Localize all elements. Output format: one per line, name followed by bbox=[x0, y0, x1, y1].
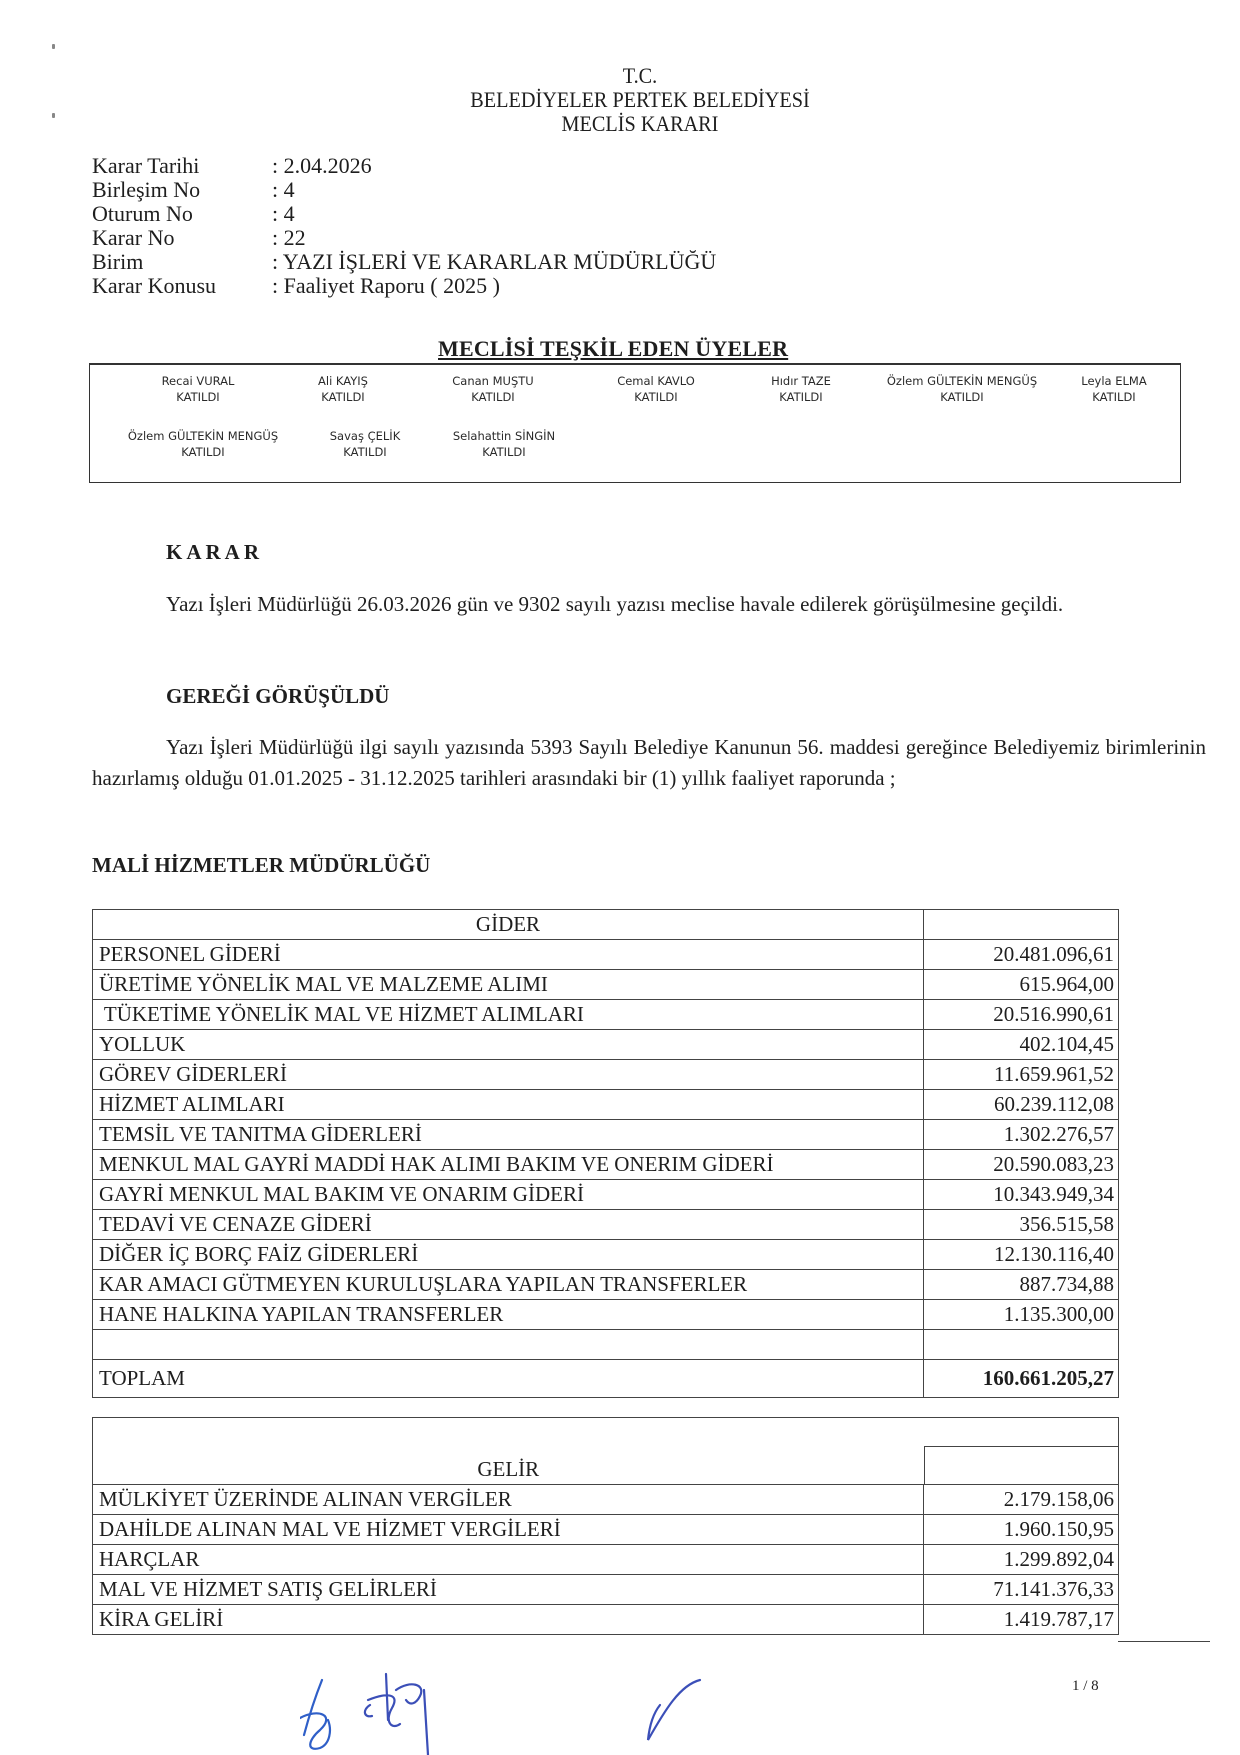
meta-label: Birleşim No bbox=[92, 177, 201, 202]
table-row bbox=[93, 1120, 1119, 1150]
row-label: HANE HALKINA YAPILAN TRANSFERLER bbox=[93, 1300, 924, 1330]
empty-cell bbox=[924, 910, 1119, 940]
geregi-paragraph bbox=[92, 732, 1206, 794]
table-row bbox=[93, 1150, 1119, 1180]
empty-cell bbox=[924, 1330, 1119, 1360]
member-entry bbox=[128, 428, 278, 460]
member-entry bbox=[162, 373, 235, 405]
row-value: 11.659.961,52 bbox=[924, 1060, 1119, 1090]
row-label: DİĞER İÇ BORÇ FAİZ GİDERLERİ bbox=[93, 1240, 924, 1270]
row-label: HİZMET ALIMLARI bbox=[93, 1090, 924, 1120]
row-value: 20.516.990,61 bbox=[924, 1000, 1119, 1030]
meta-value: : 4 bbox=[272, 201, 295, 226]
member-status: KATILDI bbox=[1092, 390, 1136, 404]
section-heading-mali: MALİ HİZMETLER MÜDÜRLÜĞÜ bbox=[92, 853, 431, 877]
meta-row-birlesim-no bbox=[92, 178, 716, 202]
table-row bbox=[93, 1485, 1119, 1515]
row-value: 12.130.116,40 bbox=[924, 1240, 1119, 1270]
row-label: YOLLUK bbox=[93, 1030, 924, 1060]
meta-value: : Faaliyet Raporu ( 2025 ) bbox=[272, 273, 500, 298]
row-value: 887.734,88 bbox=[924, 1270, 1119, 1300]
gider-table bbox=[92, 909, 1119, 1398]
total-value: 160.661.205,27 bbox=[924, 1360, 1119, 1398]
scan-mark bbox=[52, 44, 55, 49]
member-status: KATILDI bbox=[176, 390, 220, 404]
meta-row-karar-tarihi bbox=[92, 154, 716, 178]
meta-row-karar-no bbox=[92, 226, 716, 250]
row-value: 71.141.376,33 bbox=[924, 1575, 1119, 1605]
decision-meta bbox=[92, 154, 716, 298]
member-name: Savaş ÇELİK bbox=[329, 429, 401, 443]
member-name: Ali KAYIŞ bbox=[318, 374, 368, 388]
header-municipality: BELEDİYELER PERTEK BELEDİYESİ bbox=[470, 87, 810, 112]
table-total-row bbox=[93, 1360, 1119, 1398]
row-value: 356.515,58 bbox=[924, 1210, 1119, 1240]
table-row-empty bbox=[93, 1330, 1119, 1360]
member-entry bbox=[771, 373, 831, 405]
row-value: 20.590.083,23 bbox=[924, 1150, 1119, 1180]
row-value: 1.135.300,00 bbox=[924, 1300, 1119, 1330]
meta-value: : 22 bbox=[272, 225, 306, 250]
member-entry bbox=[887, 373, 1037, 405]
gelir-header: GELİR bbox=[93, 1418, 924, 1485]
header-doc-type: MECLİS KARARI bbox=[561, 111, 719, 136]
row-label: TEDAVİ VE CENAZE GİDERİ bbox=[93, 1210, 924, 1240]
member-name: Leyla ELMA bbox=[1081, 374, 1147, 388]
member-name: Özlem GÜLTEKİN MENGÜŞ bbox=[127, 429, 279, 443]
row-label: GÖREV GİDERLERİ bbox=[93, 1060, 924, 1090]
table-row bbox=[93, 1300, 1119, 1330]
row-label: ÜRETİME YÖNELİK MAL VE MALZEME ALIMI bbox=[93, 970, 924, 1000]
member-name: Cemal KAVLO bbox=[617, 374, 695, 388]
row-label: PERSONEL GİDERİ bbox=[93, 940, 924, 970]
row-label: MÜLKİYET ÜZERİNDE ALINAN VERGİLER bbox=[93, 1485, 924, 1515]
total-label: TOPLAM bbox=[93, 1360, 924, 1398]
row-value: 615.964,00 bbox=[924, 970, 1119, 1000]
meta-value: : 4 bbox=[272, 177, 295, 202]
member-name: Özlem GÜLTEKİN MENGÜŞ bbox=[886, 374, 1038, 388]
row-label: KAR AMACI GÜTMEYEN KURULUŞLARA YAPILAN TRANSFERLER bbox=[93, 1270, 924, 1300]
row-label: HARÇLAR bbox=[93, 1545, 924, 1575]
member-name: Hıdır TAZE bbox=[771, 374, 831, 388]
row-value: 60.239.112,08 bbox=[924, 1090, 1119, 1120]
members-box bbox=[89, 363, 1181, 483]
row-value: 1.299.892,04 bbox=[924, 1545, 1119, 1575]
row-value: 10.343.949,34 bbox=[924, 1180, 1119, 1210]
member-entry bbox=[318, 373, 368, 405]
meta-label: Karar Tarihi bbox=[92, 153, 200, 178]
meta-value: : YAZI İŞLERİ VE KARARLAR MÜDÜRLÜĞÜ bbox=[272, 249, 717, 274]
table-bottom-rule bbox=[1118, 1641, 1210, 1642]
empty-cell bbox=[924, 1418, 1119, 1485]
page-number: 1 / 8 bbox=[1072, 1678, 1099, 1694]
karar-text: Yazı İşleri Müdürlüğü 26.03.2026 gün ve 9302 sayılı yazısı meclise havale edilerek görüşülmesine geçildi. bbox=[166, 592, 1064, 616]
member-status: KATILDI bbox=[482, 445, 526, 459]
member-status: KATILDI bbox=[940, 390, 984, 404]
row-label: MENKUL MAL GAYRİ MADDİ HAK ALIMI BAKIM VE ONERIM GİDERİ bbox=[93, 1150, 924, 1180]
meta-row-birim bbox=[92, 250, 716, 274]
member-entry bbox=[1081, 373, 1146, 405]
signature-icon bbox=[300, 1660, 800, 1755]
table-row bbox=[93, 1240, 1119, 1270]
table-header-row bbox=[93, 910, 1119, 940]
table-row bbox=[93, 1030, 1119, 1060]
row-label: KİRA GELİRİ bbox=[93, 1605, 924, 1635]
member-entry bbox=[617, 373, 695, 405]
row-label: GAYRİ MENKUL MAL BAKIM VE ONARIM GİDERİ bbox=[93, 1180, 924, 1210]
member-status: KATILDI bbox=[321, 390, 365, 404]
member-status: KATILDI bbox=[471, 390, 515, 404]
member-entry bbox=[453, 428, 555, 460]
row-value: 402.104,45 bbox=[924, 1030, 1119, 1060]
row-value: 2.179.158,06 bbox=[924, 1485, 1119, 1515]
member-entry bbox=[452, 373, 533, 405]
member-name: Selahattin SİNGİN bbox=[452, 429, 556, 443]
table-row bbox=[93, 1545, 1119, 1575]
table-row bbox=[93, 1210, 1119, 1240]
table-row bbox=[93, 970, 1119, 1000]
table-row bbox=[93, 1270, 1119, 1300]
geregi-text: Yazı İşleri Müdürlüğü ilgi sayılı yazısında 5393 Sayılı Belediye Kanunun 56. maddesi gereğince Belediyemiz birimlerinin hazırlamış olduğu 01.01.2025 - 31.12.2025 tarihleri arasındaki bir (1) yıllık faaliyet raporunda ; bbox=[92, 735, 1206, 790]
meta-label: Oturum No bbox=[92, 201, 193, 226]
members-title: MECLİSİ TEŞKİL EDEN ÜYELER bbox=[438, 336, 789, 361]
table-row bbox=[93, 1515, 1119, 1545]
member-status: KATILDI bbox=[779, 390, 823, 404]
table-row bbox=[93, 940, 1119, 970]
karar-heading: KARAR bbox=[166, 540, 263, 564]
meta-label: Birim bbox=[92, 249, 144, 274]
member-entry bbox=[330, 428, 400, 460]
member-status: KATILDI bbox=[634, 390, 678, 404]
karar-paragraph bbox=[92, 589, 1206, 620]
table-row bbox=[93, 1000, 1119, 1030]
row-label: TÜKETİME YÖNELİK MAL VE HİZMET ALIMLARI bbox=[93, 1000, 924, 1030]
meta-row-oturum-no bbox=[92, 202, 716, 226]
table-row bbox=[93, 1060, 1119, 1090]
empty-cell bbox=[93, 1330, 924, 1360]
table-row bbox=[93, 1575, 1119, 1605]
row-label: MAL VE HİZMET SATIŞ GELİRLERİ bbox=[93, 1575, 924, 1605]
row-value: 1.419.787,17 bbox=[924, 1605, 1119, 1635]
meta-value: : 2.04.2026 bbox=[272, 153, 372, 178]
header-tc: T.C. bbox=[622, 63, 658, 88]
member-name: Recai VURAL bbox=[161, 374, 235, 388]
row-label: DAHİLDE ALINAN MAL VE HİZMET VERGİLERİ bbox=[93, 1515, 924, 1545]
table-row bbox=[93, 1605, 1119, 1635]
scan-mark bbox=[52, 113, 55, 118]
table-header-row bbox=[93, 1418, 1119, 1485]
meta-label: Karar Konusu bbox=[92, 273, 217, 298]
gider-header: GİDER bbox=[93, 910, 924, 940]
member-status: KATILDI bbox=[343, 445, 387, 459]
row-value: 20.481.096,61 bbox=[924, 940, 1119, 970]
member-name: Canan MUŞTU bbox=[452, 374, 534, 388]
row-value: 1.302.276,57 bbox=[924, 1120, 1119, 1150]
table-row bbox=[93, 1180, 1119, 1210]
meta-label: Karar No bbox=[92, 225, 175, 250]
member-status: KATILDI bbox=[181, 445, 225, 459]
row-label: TEMSİL VE TANITMA GİDERLERİ bbox=[93, 1120, 924, 1150]
document-header bbox=[401, 64, 879, 136]
table-row bbox=[93, 1090, 1119, 1120]
geregi-heading: GEREĞİ GÖRÜŞÜLDÜ bbox=[166, 684, 390, 708]
meta-row-karar-konusu bbox=[92, 274, 716, 298]
gelir-table bbox=[92, 1417, 1119, 1635]
row-value: 1.960.150,95 bbox=[924, 1515, 1119, 1545]
